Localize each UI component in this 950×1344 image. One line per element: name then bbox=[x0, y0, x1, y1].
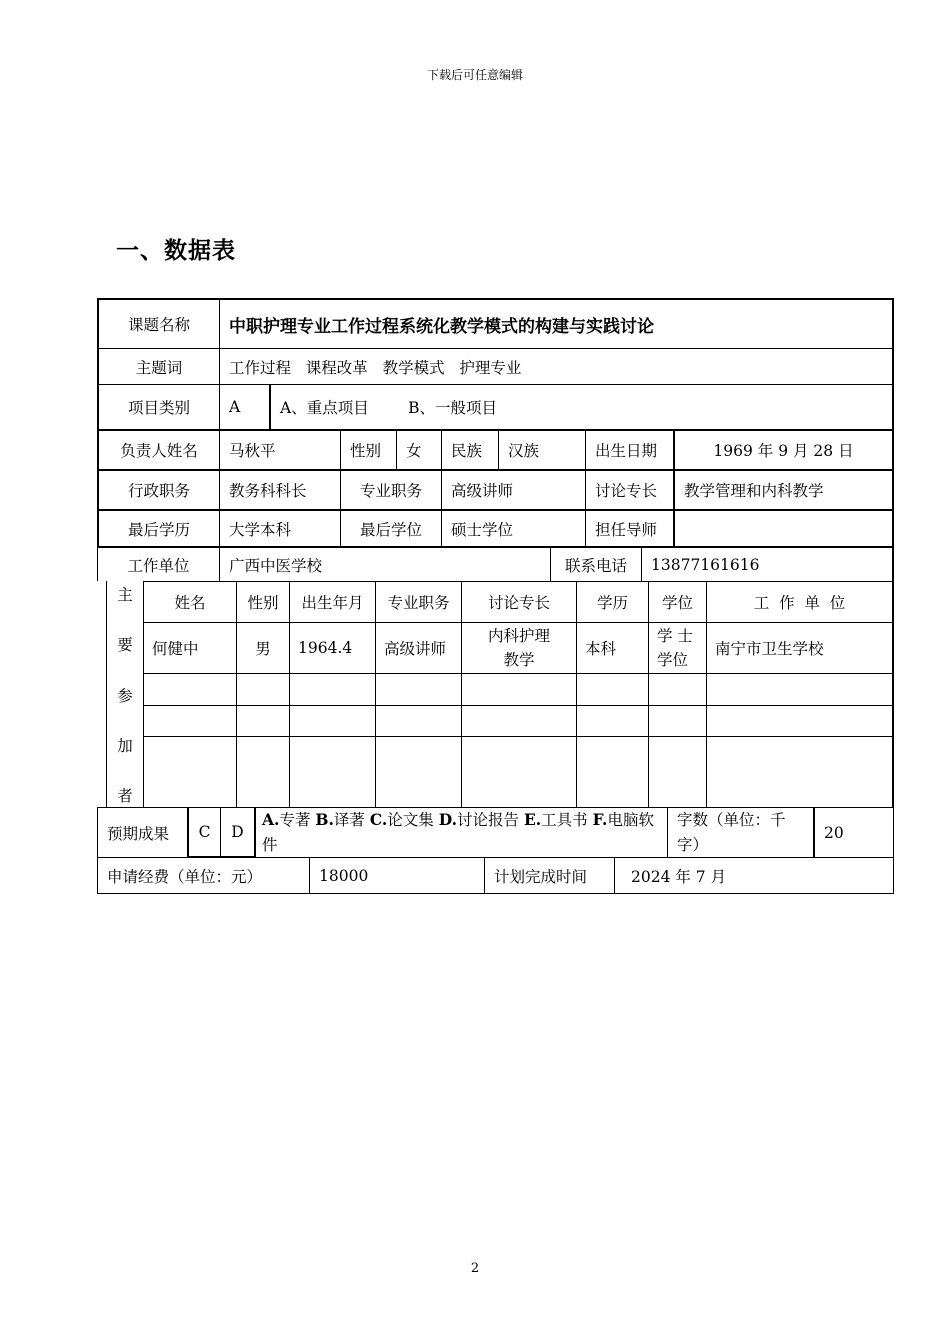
option-text: 工具书 bbox=[541, 811, 593, 829]
leader-name: 马秋平 bbox=[219, 429, 340, 469]
option-text: 讨论报告 bbox=[457, 811, 524, 829]
participant-education: 本科 bbox=[577, 622, 649, 673]
degree-value: 硕士学位 bbox=[441, 509, 585, 546]
ethnicity-label: 民族 bbox=[441, 429, 498, 469]
option-letter: D. bbox=[438, 810, 458, 829]
participant-title bbox=[376, 673, 462, 705]
side-char: 加 bbox=[117, 736, 133, 755]
participant-title bbox=[376, 705, 462, 736]
birthdate-value: 1969 年 9 月 28 日 bbox=[673, 429, 894, 469]
specialty-value: 教学管理和内科教学 bbox=[673, 469, 894, 509]
deadline-label: 计划完成时间 bbox=[484, 858, 614, 894]
results-label: 预期成果 bbox=[97, 807, 187, 858]
col-header-title: 专业职务 bbox=[376, 582, 462, 622]
keywords-label: 主题词 bbox=[97, 348, 219, 384]
participant-title bbox=[376, 736, 462, 808]
gender-value: 女 bbox=[396, 429, 441, 469]
option-letter: B. bbox=[315, 810, 334, 829]
row-workplace bbox=[97, 546, 894, 581]
option-text: 电脑软件 bbox=[262, 811, 654, 854]
participant-workplace: 南宁市卫生学校 bbox=[707, 622, 894, 673]
participant-degree: 学 士 学位 bbox=[649, 622, 707, 673]
category-value: A bbox=[219, 384, 269, 429]
participant-gender bbox=[237, 673, 290, 705]
participants-table bbox=[106, 581, 894, 807]
supervisor-value bbox=[673, 509, 894, 546]
col-header-gender: 性别 bbox=[237, 582, 290, 622]
col-header-name: 姓名 bbox=[144, 582, 237, 622]
participant-birth bbox=[290, 736, 376, 808]
table-row bbox=[144, 673, 894, 706]
prof-title: 高级讲师 bbox=[441, 469, 585, 509]
col-header-workplace: 工 作 单 位 bbox=[707, 582, 894, 622]
option-text: 专著 bbox=[279, 811, 316, 829]
option-letter: E. bbox=[523, 810, 542, 829]
birthdate-label: 出生日期 bbox=[585, 429, 673, 469]
col-header-education: 学历 bbox=[577, 582, 649, 622]
ethnicity-value: 汉族 bbox=[498, 429, 585, 469]
participant-degree bbox=[649, 736, 707, 808]
participant-degree bbox=[649, 705, 707, 736]
participant-workplace bbox=[707, 736, 894, 808]
participant-workplace bbox=[707, 705, 894, 736]
row-leader bbox=[97, 429, 894, 469]
side-char: 主 bbox=[117, 586, 133, 604]
results-choice-1: C bbox=[187, 807, 220, 858]
phone-value: 13877161616 bbox=[641, 546, 894, 581]
results-options bbox=[254, 807, 667, 858]
participant-name: 何健中 bbox=[144, 622, 237, 673]
option-letter: C. bbox=[369, 810, 388, 829]
option-letter: F. bbox=[592, 810, 608, 829]
degree-label: 最后学位 bbox=[340, 509, 441, 546]
col-header-specialty: 讨论专长 bbox=[462, 582, 577, 622]
participant-education bbox=[577, 705, 649, 736]
participant-title: 高级讲师 bbox=[376, 622, 462, 673]
participant-degree bbox=[649, 673, 707, 705]
side-char: 要 bbox=[117, 636, 133, 655]
participants-side-label bbox=[106, 581, 144, 807]
participant-gender: 男 bbox=[237, 622, 290, 673]
category-label: 项目类别 bbox=[97, 384, 219, 429]
education-value: 大学本科 bbox=[219, 509, 340, 546]
topic-label: 课题名称 bbox=[97, 298, 219, 348]
deadline-value: 2024 年 7 月 bbox=[614, 858, 894, 894]
participant-birth bbox=[290, 705, 376, 736]
admin-post: 教务科科长 bbox=[219, 469, 340, 509]
education-label: 最后学历 bbox=[97, 509, 219, 546]
row-posts bbox=[97, 469, 894, 509]
category-options: A、重点项目 B、一般项目 bbox=[269, 384, 894, 429]
participants-header-row bbox=[144, 582, 894, 623]
participant-birth bbox=[290, 673, 376, 705]
participants-grid bbox=[144, 581, 894, 807]
participant-specialty bbox=[462, 705, 577, 736]
row-keywords bbox=[97, 348, 894, 384]
funding-amount: 18000 bbox=[309, 858, 484, 894]
option-letter: A. bbox=[262, 810, 280, 829]
participant-education bbox=[577, 673, 649, 705]
option-text: 论文集 bbox=[387, 811, 439, 829]
participant-name bbox=[144, 673, 237, 705]
header-note: 下载后可任意编辑 bbox=[426, 68, 523, 82]
participant-specialty bbox=[462, 673, 577, 705]
supervisor-label: 担任导师 bbox=[585, 509, 673, 546]
participant-workplace bbox=[707, 673, 894, 705]
participant-education bbox=[577, 736, 649, 808]
section-title: 一、数据表 bbox=[116, 238, 236, 264]
participant-name bbox=[144, 736, 237, 808]
leader-name-label: 负责人姓名 bbox=[97, 429, 219, 469]
prof-title-label: 专业职务 bbox=[340, 469, 441, 509]
col-header-degree: 学位 bbox=[649, 582, 707, 622]
side-char: 者 bbox=[117, 787, 133, 805]
participant-gender bbox=[237, 705, 290, 736]
results-options-text bbox=[262, 807, 661, 858]
keywords-value: 工作过程 课程改革 教学模式 护理专业 bbox=[219, 348, 894, 384]
row-results bbox=[97, 807, 894, 858]
row-category bbox=[97, 384, 894, 429]
participant-specialty: 内科护理教学 bbox=[462, 622, 577, 673]
table-row bbox=[144, 622, 894, 674]
participant-gender bbox=[237, 736, 290, 808]
topic-value: 中职护理专业工作过程系统化教学模式的构建与实践讨论 bbox=[219, 298, 894, 348]
table-row bbox=[144, 736, 894, 808]
row-education bbox=[97, 509, 894, 546]
admin-post-label: 行政职务 bbox=[97, 469, 219, 509]
funding-label: 申请经费（单位：元） bbox=[97, 858, 309, 894]
option-text: 译著 bbox=[333, 811, 370, 829]
specialty-label: 讨论专长 bbox=[585, 469, 673, 509]
table-row bbox=[144, 705, 894, 737]
workplace-value: 广西中医学校 bbox=[219, 546, 550, 581]
col-header-birth: 出生年月 bbox=[290, 582, 376, 622]
page-number: 2 bbox=[470, 1261, 480, 1276]
gender-label: 性别 bbox=[340, 429, 396, 469]
phone-label: 联系电话 bbox=[550, 546, 641, 581]
side-char: 参 bbox=[117, 686, 133, 705]
word-count-value: 20 bbox=[813, 807, 894, 858]
participant-birth: 1964.4 bbox=[290, 622, 376, 673]
row-topic bbox=[97, 298, 894, 348]
participant-name bbox=[144, 705, 237, 736]
workplace-label: 工作单位 bbox=[97, 546, 219, 581]
word-count-label: 字数（单位：千字） bbox=[667, 807, 813, 858]
row-funding bbox=[97, 858, 894, 894]
participant-specialty bbox=[462, 736, 577, 808]
results-choice-2: D bbox=[220, 807, 254, 858]
